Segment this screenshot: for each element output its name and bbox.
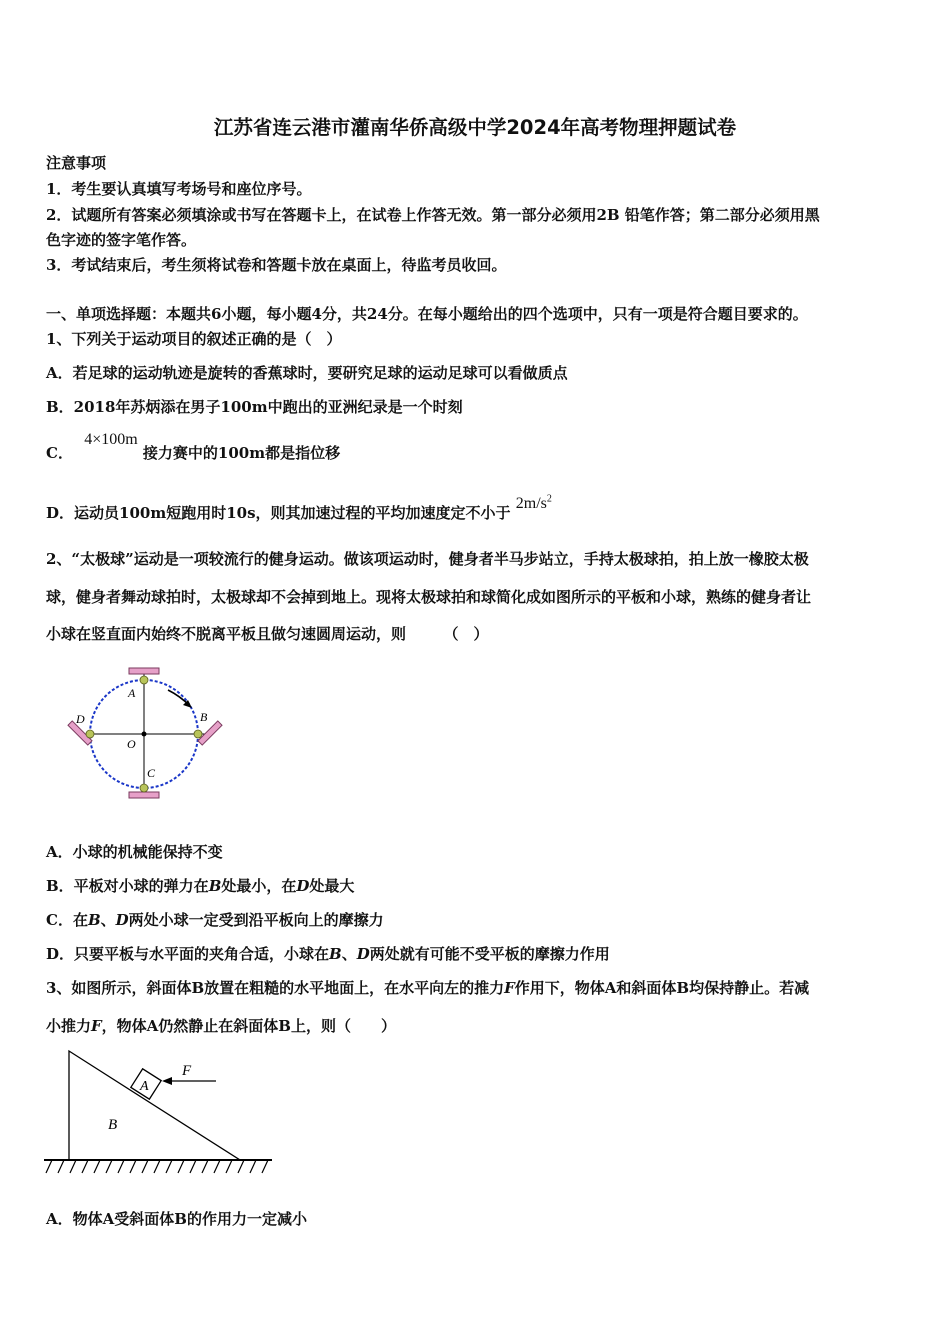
q2-option-b: B．平板对小球的弹力在B处最小，在D处最大 xyxy=(46,877,355,895)
label-a: A xyxy=(140,1079,149,1094)
q2-option-a: A．小球的机械能保持不变 xyxy=(46,843,223,861)
incline-figure xyxy=(44,1045,274,1180)
section-heading: 一、单项选择题：本题共6小题，每小题4分，共24分。在每小题给出的四个选项中，只有一项是符合题目要求的。 xyxy=(46,305,808,323)
question-2-stem: 球，健身者舞动球拍时，太极球却不会掉到地上。现将太极球拍和球简化成如图所示的平板和小球，熟练的健身者让 xyxy=(46,588,812,606)
exam-title: 江苏省连云港市灌南华侨高级中学2024年高考物理押题试卷 xyxy=(213,116,737,139)
question-2-stem: 小球在竖直面内始终不脱离平板且做匀速圆周运动，则 （ ） xyxy=(46,625,489,643)
formula: 4×100m xyxy=(84,431,138,448)
label-b: B xyxy=(200,710,208,724)
option-text: D．运动员100m短跑用时10s，则其加速过程的平均加速度定不小于 xyxy=(46,504,511,522)
question-1-stem: 1、下列关于运动项目的叙述正确的是（ ） xyxy=(46,330,342,348)
notice-item: 色字迹的签字笔作答。 xyxy=(46,231,197,249)
q3-option-a: A．物体A受斜面体B的作用力一定减小 xyxy=(46,1210,307,1228)
notice-item: 1．考生要认真填写考场号和座位序号。 xyxy=(46,180,312,198)
label-f: F xyxy=(182,1063,192,1079)
label-o: O xyxy=(127,737,136,751)
question-3-stem: 3、如图所示，斜面体B放置在粗糙的水平地面上，在水平向左的推力F作用下，物体A和斜面体B均保持静止。若减 xyxy=(46,979,810,997)
label-d: D xyxy=(76,712,85,726)
q2-option-d: D．只要平板与水平面的夹角合适，小球在B、D两处就有可能不受平板的摩擦力作用 xyxy=(46,945,610,963)
question-2-stem: 2、“太极球”运动是一项较流行的健身运动。做该项运动时，健身者半马步站立，手持太极球拍，拍上放一橡胶太极 xyxy=(46,550,809,568)
taiji-figure xyxy=(66,664,226,804)
q2-option-c: C．在B、D两处小球一定受到沿平板向上的摩擦力 xyxy=(46,911,384,929)
q1-option-a: A．若足球的运动轨迹是旋转的香蕉球时，要研究足球的运动足球可以看做质点 xyxy=(46,364,568,382)
notice-heading: 注意事项 xyxy=(46,154,107,172)
option-text: 接力赛中的100m都是指位移 xyxy=(142,444,341,462)
notice-item: 2．试题所有答案必须填涂或书写在答题卡上，在试卷上作答无效。第一部分必须用2B 铅笔作答；第二部分必须用黑 xyxy=(46,206,820,224)
notice-item: 3．考试结束后，考生须将试卷和答题卡放在桌面上，待监考员收回。 xyxy=(46,256,507,274)
label-c: C xyxy=(147,766,156,780)
option-label: C． xyxy=(46,444,73,462)
q1-option-c xyxy=(46,431,341,463)
label-b: B xyxy=(108,1117,118,1133)
label-a: A xyxy=(128,686,136,700)
formula: $2m/s^2$ xyxy=(515,493,552,512)
q1-option-d xyxy=(46,493,552,523)
q1-option-b: B．2018年苏炳添在男子100m中跑出的亚洲纪录是一个时刻 xyxy=(46,398,463,416)
question-3-stem: 小推力F，物体A仍然静止在斜面体B上，则（ ） xyxy=(46,1017,396,1035)
